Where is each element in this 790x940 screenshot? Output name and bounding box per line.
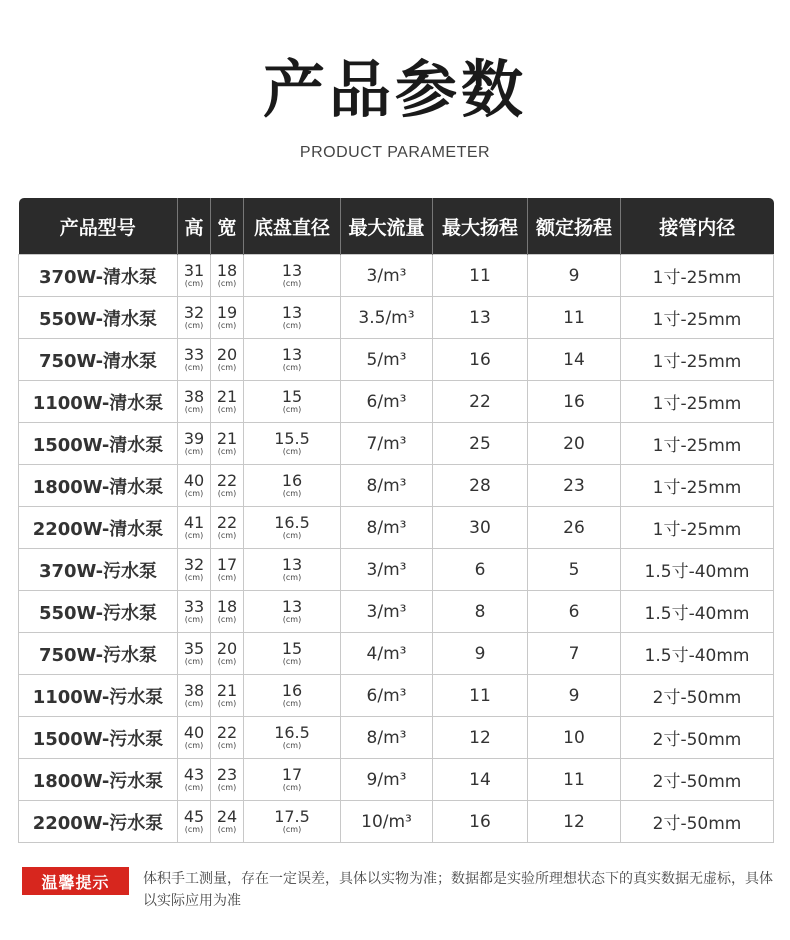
cell-max-flow: 3/m³ bbox=[341, 591, 433, 633]
cell-max-flow: 10/m³ bbox=[341, 801, 433, 843]
cell-base-diameter-value: 15.5 bbox=[274, 429, 310, 448]
cell-rated-head: 10 bbox=[528, 717, 621, 759]
cell-model: 2200W-污水泵 bbox=[19, 801, 178, 843]
cell-rated-head: 5 bbox=[528, 549, 621, 591]
cell-base-diameter-value: 16.5 bbox=[274, 723, 310, 742]
cell-max-flow: 3/m³ bbox=[341, 255, 433, 297]
cell-model: 1100W-污水泵 bbox=[19, 675, 178, 717]
table-header-row bbox=[19, 198, 774, 255]
note-text: 体积手工测量，存在一定误差，具体以实物为准；数据都是实验所理想状态下的真实数据无虚标，具体以实际应用为准 bbox=[143, 871, 773, 909]
cell-max-head: 22 bbox=[433, 381, 528, 423]
cell-width bbox=[211, 801, 244, 843]
cell-width bbox=[211, 549, 244, 591]
cell-model: 1800W-清水泵 bbox=[19, 465, 178, 507]
cell-model: 550W-清水泵 bbox=[19, 297, 178, 339]
cell-pipe-diameter: 1.5寸-40mm bbox=[621, 591, 774, 633]
cell-width bbox=[211, 759, 244, 801]
cell-max-head: 13 bbox=[433, 297, 528, 339]
cell-width-unit: (cm) bbox=[217, 615, 237, 624]
cell-height-value: 35 bbox=[183, 639, 205, 658]
cell-pipe-diameter: 1.5寸-40mm bbox=[621, 633, 774, 675]
cell-width-unit: (cm) bbox=[217, 699, 237, 708]
cell-model: 1500W-清水泵 bbox=[19, 423, 178, 465]
cell-base-diameter-unit: (cm) bbox=[282, 405, 302, 414]
cell-height-value: 31 bbox=[183, 261, 205, 280]
cell-pipe-diameter: 2寸-50mm bbox=[621, 801, 774, 843]
cell-width bbox=[211, 717, 244, 759]
page-subtitle: PRODUCT PARAMETER bbox=[299, 144, 491, 161]
cell-height bbox=[178, 549, 211, 591]
cell-height-unit: (cm) bbox=[184, 531, 204, 540]
cell-height bbox=[178, 633, 211, 675]
cell-width-unit: (cm) bbox=[217, 741, 237, 750]
cell-base-diameter-unit: (cm) bbox=[282, 447, 302, 456]
cell-width-unit: (cm) bbox=[217, 489, 237, 498]
table-row bbox=[19, 675, 774, 717]
cell-max-head: 30 bbox=[433, 507, 528, 549]
cell-model: 1100W-清水泵 bbox=[19, 381, 178, 423]
cell-rated-head: 11 bbox=[528, 297, 621, 339]
cell-model: 1500W-污水泵 bbox=[19, 717, 178, 759]
cell-max-flow: 6/m³ bbox=[341, 675, 433, 717]
header-rated-head: 额定扬程 bbox=[528, 198, 621, 255]
cell-width-value: 21 bbox=[216, 681, 238, 700]
cell-width-unit: (cm) bbox=[217, 279, 237, 288]
cell-max-head: 28 bbox=[433, 465, 528, 507]
cell-rated-head: 9 bbox=[528, 255, 621, 297]
cell-height-unit: (cm) bbox=[184, 447, 204, 456]
cell-width-value: 18 bbox=[216, 597, 238, 616]
cell-pipe-diameter: 1寸-25mm bbox=[621, 297, 774, 339]
cell-rated-head: 14 bbox=[528, 339, 621, 381]
cell-height bbox=[178, 801, 211, 843]
cell-base-diameter bbox=[244, 507, 341, 549]
table-row bbox=[19, 759, 774, 801]
cell-base-diameter-unit: (cm) bbox=[282, 531, 302, 540]
cell-width-unit: (cm) bbox=[217, 825, 237, 834]
cell-pipe-diameter: 1寸-25mm bbox=[621, 465, 774, 507]
cell-model: 750W-清水泵 bbox=[19, 339, 178, 381]
table-row bbox=[19, 255, 774, 297]
cell-width-unit: (cm) bbox=[217, 657, 237, 666]
parameter-table bbox=[18, 198, 774, 843]
cell-height-unit: (cm) bbox=[184, 363, 204, 372]
cell-width bbox=[211, 465, 244, 507]
cell-width bbox=[211, 423, 244, 465]
cell-base-diameter bbox=[244, 465, 341, 507]
cell-height-value: 45 bbox=[183, 807, 205, 826]
header-max-flow: 最大流量 bbox=[341, 198, 433, 255]
cell-base-diameter bbox=[244, 801, 341, 843]
cell-pipe-diameter: 1寸-25mm bbox=[621, 339, 774, 381]
cell-base-diameter-unit: (cm) bbox=[282, 825, 302, 834]
cell-width bbox=[211, 591, 244, 633]
cell-max-head: 12 bbox=[433, 717, 528, 759]
cell-height-unit: (cm) bbox=[184, 405, 204, 414]
cell-height-value: 41 bbox=[183, 513, 205, 532]
cell-model: 370W-清水泵 bbox=[19, 255, 178, 297]
cell-height-unit: (cm) bbox=[184, 825, 204, 834]
cell-width-unit: (cm) bbox=[217, 363, 237, 372]
cell-model: 750W-污水泵 bbox=[19, 633, 178, 675]
table-row bbox=[19, 717, 774, 759]
cell-width-unit: (cm) bbox=[217, 405, 237, 414]
cell-width-unit: (cm) bbox=[217, 573, 237, 582]
cell-width bbox=[211, 339, 244, 381]
cell-height-unit: (cm) bbox=[184, 699, 204, 708]
cell-height-unit: (cm) bbox=[184, 489, 204, 498]
cell-height-value: 33 bbox=[183, 597, 205, 616]
table-row bbox=[19, 549, 774, 591]
cell-max-flow: 7/m³ bbox=[341, 423, 433, 465]
cell-rated-head: 20 bbox=[528, 423, 621, 465]
cell-width bbox=[211, 675, 244, 717]
table-row bbox=[19, 507, 774, 549]
cell-rated-head: 26 bbox=[528, 507, 621, 549]
cell-max-head: 11 bbox=[433, 255, 528, 297]
table-row bbox=[19, 633, 774, 675]
cell-width-value: 18 bbox=[216, 261, 238, 280]
cell-height bbox=[178, 465, 211, 507]
cell-height-value: 40 bbox=[183, 471, 205, 490]
cell-max-flow: 6/m³ bbox=[341, 381, 433, 423]
cell-base-diameter bbox=[244, 381, 341, 423]
cell-max-flow: 8/m³ bbox=[341, 465, 433, 507]
cell-height-unit: (cm) bbox=[184, 321, 204, 330]
cell-height bbox=[178, 339, 211, 381]
cell-width-unit: (cm) bbox=[217, 321, 237, 330]
cell-base-diameter bbox=[244, 759, 341, 801]
cell-rated-head: 16 bbox=[528, 381, 621, 423]
cell-height bbox=[178, 591, 211, 633]
cell-base-diameter bbox=[244, 675, 341, 717]
cell-height bbox=[178, 255, 211, 297]
cell-max-flow: 3.5/m³ bbox=[341, 297, 433, 339]
cell-width-value: 21 bbox=[216, 387, 238, 406]
header-height: 高 bbox=[178, 198, 211, 255]
cell-height-unit: (cm) bbox=[184, 573, 204, 582]
cell-base-diameter-unit: (cm) bbox=[282, 279, 302, 288]
cell-height bbox=[178, 675, 211, 717]
cell-base-diameter-unit: (cm) bbox=[282, 321, 302, 330]
cell-base-diameter-value: 13 bbox=[281, 555, 303, 574]
cell-base-diameter-unit: (cm) bbox=[282, 363, 302, 372]
cell-width-value: 20 bbox=[216, 639, 238, 658]
cell-base-diameter-value: 16 bbox=[281, 681, 303, 700]
cell-height bbox=[178, 423, 211, 465]
cell-base-diameter-value: 13 bbox=[281, 303, 303, 322]
header-model: 产品型号 bbox=[19, 198, 178, 255]
cell-height-unit: (cm) bbox=[184, 279, 204, 288]
cell-base-diameter-unit: (cm) bbox=[282, 741, 302, 750]
cell-rated-head: 23 bbox=[528, 465, 621, 507]
cell-width-value: 22 bbox=[216, 513, 238, 532]
cell-height bbox=[178, 381, 211, 423]
cell-rated-head: 9 bbox=[528, 675, 621, 717]
cell-base-diameter-unit: (cm) bbox=[282, 615, 302, 624]
cell-base-diameter bbox=[244, 297, 341, 339]
cell-height-unit: (cm) bbox=[184, 783, 204, 792]
table-row bbox=[19, 297, 774, 339]
cell-base-diameter bbox=[244, 549, 341, 591]
note-badge: 温馨提示 bbox=[22, 867, 129, 895]
cell-height bbox=[178, 507, 211, 549]
cell-base-diameter-value: 13 bbox=[281, 261, 303, 280]
cell-base-diameter-value: 13 bbox=[281, 597, 303, 616]
cell-width-value: 24 bbox=[216, 807, 238, 826]
cell-max-head: 14 bbox=[433, 759, 528, 801]
cell-height-value: 32 bbox=[183, 303, 205, 322]
cell-base-diameter bbox=[244, 255, 341, 297]
cell-max-head: 16 bbox=[433, 801, 528, 843]
table-row bbox=[19, 339, 774, 381]
header-pipe-diameter: 接管内径 bbox=[621, 198, 774, 255]
header-max-head: 最大扬程 bbox=[433, 198, 528, 255]
cell-height-unit: (cm) bbox=[184, 657, 204, 666]
cell-base-diameter-unit: (cm) bbox=[282, 489, 302, 498]
cell-height-unit: (cm) bbox=[184, 741, 204, 750]
cell-max-flow: 4/m³ bbox=[341, 633, 433, 675]
cell-height-value: 32 bbox=[183, 555, 205, 574]
cell-width-unit: (cm) bbox=[217, 531, 237, 540]
cell-width-value: 23 bbox=[216, 765, 238, 784]
table-row bbox=[19, 423, 774, 465]
cell-height-value: 39 bbox=[183, 429, 205, 448]
cell-pipe-diameter: 2寸-50mm bbox=[621, 759, 774, 801]
header-width: 宽 bbox=[211, 198, 244, 255]
cell-base-diameter bbox=[244, 717, 341, 759]
cell-rated-head: 11 bbox=[528, 759, 621, 801]
cell-base-diameter-value: 16 bbox=[281, 471, 303, 490]
cell-model: 370W-污水泵 bbox=[19, 549, 178, 591]
cell-max-flow: 3/m³ bbox=[341, 549, 433, 591]
cell-width bbox=[211, 633, 244, 675]
cell-max-head: 9 bbox=[433, 633, 528, 675]
cell-height-value: 43 bbox=[183, 765, 205, 784]
cell-max-head: 16 bbox=[433, 339, 528, 381]
cell-base-diameter bbox=[244, 423, 341, 465]
cell-base-diameter-unit: (cm) bbox=[282, 573, 302, 582]
cell-height-value: 38 bbox=[183, 387, 205, 406]
cell-width-value: 21 bbox=[216, 429, 238, 448]
cell-base-diameter-unit: (cm) bbox=[282, 657, 302, 666]
cell-width-value: 19 bbox=[216, 303, 238, 322]
cell-height bbox=[178, 759, 211, 801]
cell-height-value: 40 bbox=[183, 723, 205, 742]
cell-base-diameter-value: 16.5 bbox=[274, 513, 310, 532]
cell-height bbox=[178, 297, 211, 339]
cell-base-diameter-unit: (cm) bbox=[282, 783, 302, 792]
cell-model: 2200W-清水泵 bbox=[19, 507, 178, 549]
cell-rated-head: 6 bbox=[528, 591, 621, 633]
cell-max-flow: 9/m³ bbox=[341, 759, 433, 801]
cell-width-value: 20 bbox=[216, 345, 238, 364]
cell-height-unit: (cm) bbox=[184, 615, 204, 624]
table-row bbox=[19, 591, 774, 633]
table-row bbox=[19, 465, 774, 507]
cell-pipe-diameter: 2寸-50mm bbox=[621, 717, 774, 759]
cell-base-diameter-value: 13 bbox=[281, 345, 303, 364]
cell-width bbox=[211, 255, 244, 297]
cell-height-value: 38 bbox=[183, 681, 205, 700]
page-title: 产品参数 bbox=[262, 53, 527, 126]
cell-rated-head: 7 bbox=[528, 633, 621, 675]
cell-max-head: 11 bbox=[433, 675, 528, 717]
cell-model: 550W-污水泵 bbox=[19, 591, 178, 633]
cell-base-diameter bbox=[244, 591, 341, 633]
cell-pipe-diameter: 2寸-50mm bbox=[621, 675, 774, 717]
cell-base-diameter-value: 15 bbox=[281, 639, 303, 658]
cell-max-head: 6 bbox=[433, 549, 528, 591]
cell-width bbox=[211, 381, 244, 423]
cell-max-flow: 8/m³ bbox=[341, 717, 433, 759]
cell-width-value: 22 bbox=[216, 471, 238, 490]
cell-width bbox=[211, 507, 244, 549]
cell-base-diameter-value: 15 bbox=[281, 387, 303, 406]
table-row bbox=[19, 381, 774, 423]
cell-max-flow: 8/m³ bbox=[341, 507, 433, 549]
cell-base-diameter-unit: (cm) bbox=[282, 699, 302, 708]
cell-pipe-diameter: 1寸-25mm bbox=[621, 423, 774, 465]
cell-width-value: 22 bbox=[216, 723, 238, 742]
cell-width-value: 17 bbox=[216, 555, 238, 574]
header-base-diameter: 底盘直径 bbox=[244, 198, 341, 255]
table-row bbox=[19, 801, 774, 843]
cell-rated-head: 12 bbox=[528, 801, 621, 843]
cell-model: 1800W-污水泵 bbox=[19, 759, 178, 801]
cell-base-diameter bbox=[244, 633, 341, 675]
cell-max-flow: 5/m³ bbox=[341, 339, 433, 381]
cell-height-value: 33 bbox=[183, 345, 205, 364]
cell-width bbox=[211, 297, 244, 339]
cell-pipe-diameter: 1寸-25mm bbox=[621, 255, 774, 297]
cell-base-diameter bbox=[244, 339, 341, 381]
cell-max-head: 25 bbox=[433, 423, 528, 465]
cell-width-unit: (cm) bbox=[217, 447, 237, 456]
cell-pipe-diameter: 1寸-25mm bbox=[621, 381, 774, 423]
cell-base-diameter-value: 17 bbox=[281, 765, 303, 784]
cell-pipe-diameter: 1寸-25mm bbox=[621, 507, 774, 549]
cell-pipe-diameter: 1.5寸-40mm bbox=[621, 549, 774, 591]
cell-width-unit: (cm) bbox=[217, 783, 237, 792]
cell-height bbox=[178, 717, 211, 759]
cell-max-head: 8 bbox=[433, 591, 528, 633]
cell-base-diameter-value: 17.5 bbox=[274, 807, 310, 826]
